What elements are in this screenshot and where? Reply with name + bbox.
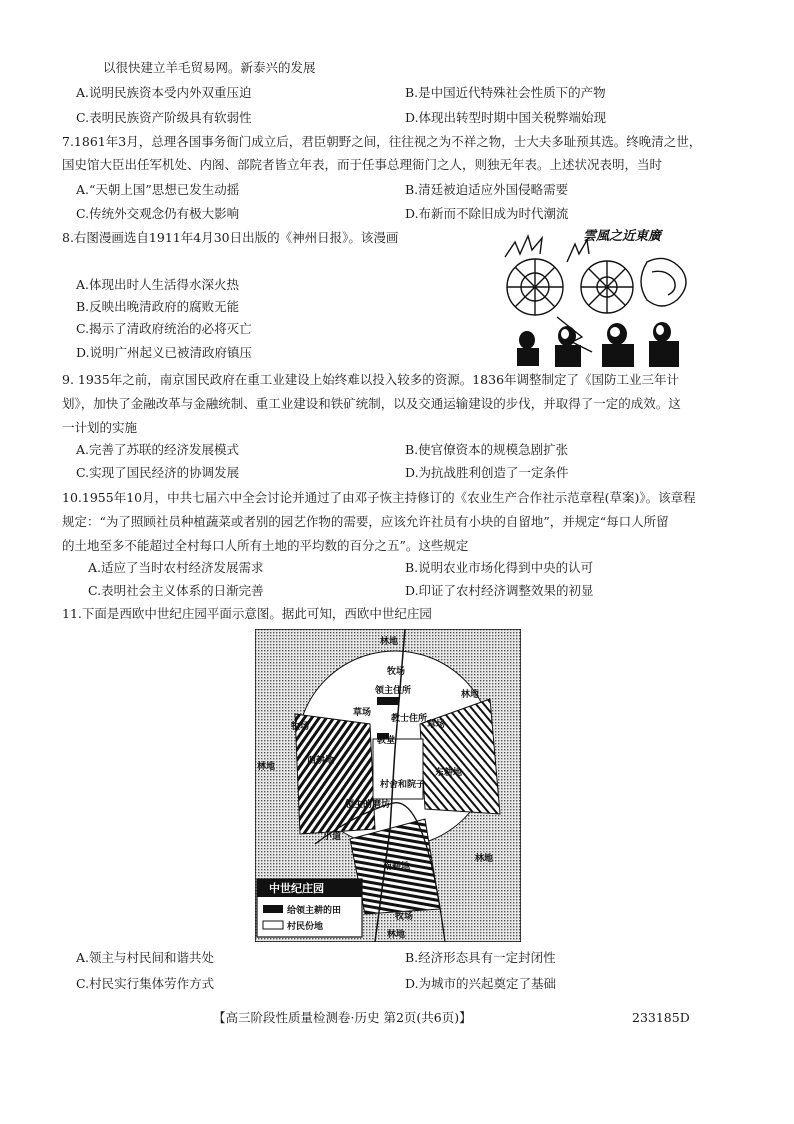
map-label-west-field: 西耕地	[307, 756, 335, 766]
q9-option-c: C.实现了国民经济的协调发展	[76, 465, 240, 480]
cartoon-caption: 雲風之近東廣	[583, 229, 662, 244]
map-label-forest-bottom-right: 林地	[475, 854, 494, 864]
q9-stem-line2: 划》，加快了金融改革与金融统制、重工业建设和铁矿统制，以及交通运输建设的步伐，并取得了一定的成效。这	[62, 396, 681, 411]
cartoon-image	[497, 222, 697, 367]
q11-option-a: A.领主与村民间和谐共处	[76, 950, 215, 965]
map-label-east-field: 东耕地	[435, 768, 463, 778]
map-label-pasture-left: 牧场	[291, 722, 310, 732]
legend-title: 中世纪庄园	[269, 882, 324, 895]
q10-stem-line2: 规定：“为了照顾社员种植蔬菜或者别的园艺作物的需要，应该允许社员有小块的自留地”，并规定“每口人所留	[62, 514, 669, 529]
q11-stem: 11.下面是西欧中世纪庄园平面示意图。据此可知，西欧中世纪庄园	[62, 606, 432, 621]
q10-option-b: B.说明农业市场化得到中央的认可	[405, 560, 594, 575]
map-label-south-field: 南耕地	[383, 862, 411, 872]
map-label-forest-top: 林地	[380, 637, 399, 647]
map-legend	[257, 879, 362, 937]
q11-option-d: D.为城市的兴起奠定了基础	[405, 976, 557, 991]
q10-stem-line3: 的土地至多不能超过全村每口人所有土地的平均数的百分之五”。这些规定	[62, 538, 469, 553]
q7-option-a: A.“天朝上国”思想已发生动摇	[76, 182, 240, 197]
q7-stem-line1: 7.1861年3月，总理各国事务衙门成立后，君臣朝野之间，往往视之为不祥之物，士大夫多耻预其选。终晚清之世，	[62, 134, 702, 149]
q9-option-b: B.使官僚资本的规模急剧扩张	[405, 442, 569, 457]
q7-stem-line2: 国史馆大臣出任军机处、内阁、部院者皆立年表，而于任事总理衙门之人，则独无年表。上述状况表明，当时	[62, 157, 663, 172]
q9-stem-line3: 一计划的实施	[62, 420, 138, 435]
map-label-grass-left: 草场	[353, 708, 372, 718]
map-label-village: 村舍和院子	[380, 780, 426, 790]
q8-stem: 8.右图漫画选自1911年4月30日出版的《神州日报》。该漫画	[62, 230, 399, 245]
map-label-path: 小道	[323, 832, 342, 842]
map-label-church: 教堂	[377, 736, 396, 746]
q6-option-d: D.体现出转型时期中国关税弊端始现	[405, 110, 607, 125]
q9-option-a: A.完善了苏联的经济发展模式	[76, 442, 240, 457]
legend-peasant-land: 村民份地	[287, 922, 324, 932]
map-label-pasture-bottom: 牧场	[395, 912, 414, 922]
footer-title: 【高三阶段性质量检测卷·历史 第2页(共6页)】	[213, 1010, 472, 1025]
footer-code: 233185D	[632, 1010, 690, 1025]
map-label-pasture-top: 牧场	[387, 667, 406, 677]
q6-option-c: C.表明民族资产阶级具有软弱性	[76, 110, 252, 125]
q7-option-b: B.清廷被迫适应外国侵略需要	[405, 182, 569, 197]
q6-option-b: B.是中国近代特殊社会性质下的产物	[405, 85, 606, 100]
q8-option-a: A.体现出时人生活得水深火热	[76, 277, 240, 292]
q9-option-d: D.为抗战胜利创造了一定条件	[405, 465, 569, 480]
map-label-priest-house: 教士住所	[391, 714, 428, 724]
map-label-forest-left: 林地	[257, 762, 276, 772]
map-label-grass-right: 草场	[427, 720, 446, 730]
map-label-lord-house: 领主住所	[375, 686, 412, 696]
q7-option-c: C.传统外交观念仍有极大影响	[76, 206, 240, 221]
legend-lord-land: 给领主耕的田	[287, 906, 342, 916]
q6-stem-tail: 以很快建立羊毛贸易网。新泰兴的发展	[103, 60, 316, 75]
map-label-mill: 领主的磨坊	[345, 800, 391, 810]
q9-stem-line1: 9. 1935年之前，南京国民政府在重工业建设上始终难以投入较多的资源。1836年调整制定了《国防工业三年计	[62, 372, 680, 387]
q10-option-c: C.表明社会主义体系的日渐完善	[88, 583, 264, 598]
q10-option-d: D.印证了农村经济调整效果的初显	[405, 583, 594, 598]
manor-map	[255, 629, 521, 942]
q8-option-c: C.揭示了清政府统治的必将灭亡	[76, 321, 252, 336]
q11-option-c: C.村民实行集体劳作方式	[76, 976, 215, 991]
q6-option-a: A.说明民族资本受内外双重压迫	[76, 85, 252, 100]
map-label-forest-bottom: 林地	[387, 930, 406, 940]
q7-option-d: D.布新而不除旧成为时代潮流	[405, 206, 569, 221]
q10-option-a: A.适应了当时农村经济发展需求	[88, 560, 264, 575]
map-label-forest-right: 林地	[461, 690, 480, 700]
q10-stem-line1: 10.1955年10月，中共七届六中全会讨论并通过了由邓子恢主持修订的《农业生产合作社示范章程(草案)》。该章程	[62, 490, 696, 505]
q8-option-d: D.说明广州起义已被清政府镇压	[76, 345, 253, 360]
q11-option-b: B.经济形态具有一定封闭性	[405, 950, 556, 965]
q8-option-b: B.反映出晚清政府的腐败无能	[76, 299, 240, 314]
